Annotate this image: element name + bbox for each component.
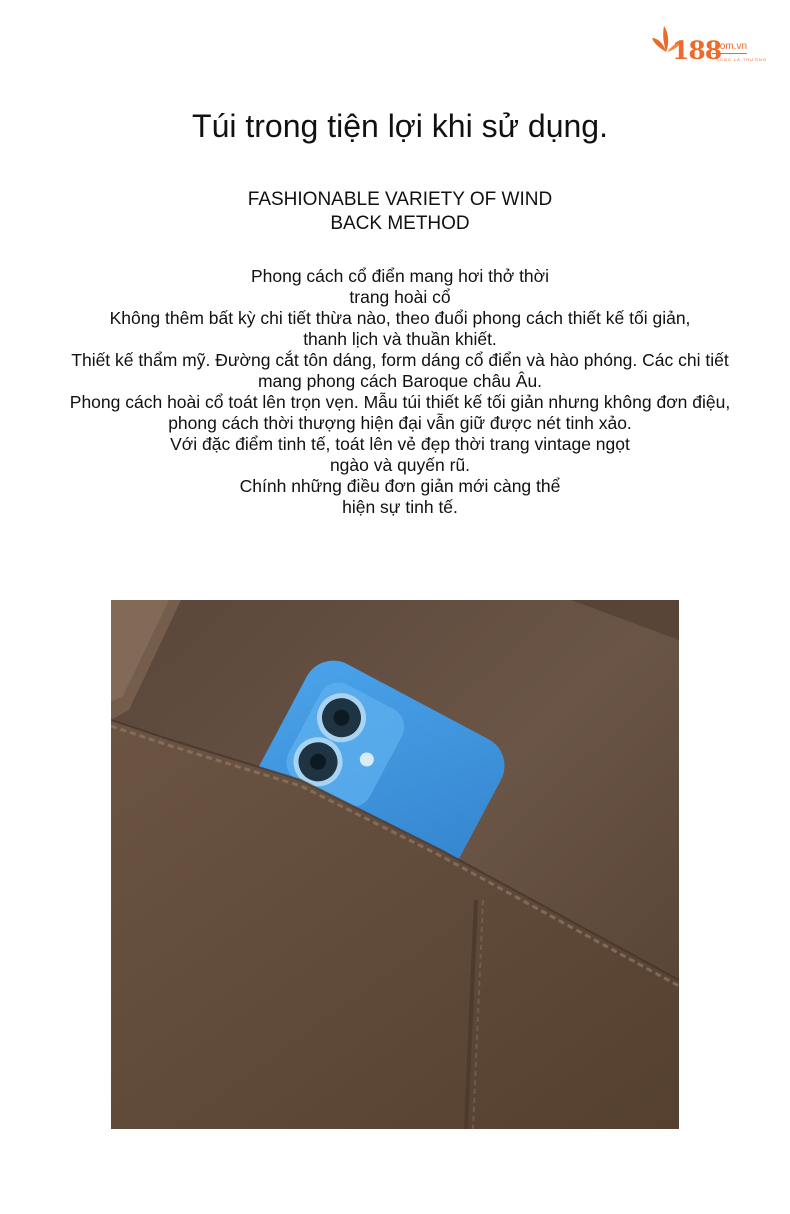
description-line: Phong cách cổ điển mang hơi thở thời [250,266,550,286]
subtitle-line: BACK METHOD [330,213,470,234]
brand-logo[interactable] [650,22,772,72]
logo-number: 188 [672,36,722,65]
product-photo [111,600,679,1129]
description-line: mang phong cách Baroque châu Âu. [257,371,543,391]
description-line: Chính những điều đơn giản mới càng thể [239,476,561,496]
description-line: trang hoài cổ [349,287,451,307]
logo-domain: .com.vn [712,41,748,52]
description-line: phong cách thời thượng hiện đại vẫn giữ được nét tinh xảo. [168,413,632,433]
description-line: Không thêm bất kỳ chi tiết thừa nào, theo đuổi phong cách thiết kế tối giản, [109,308,691,328]
logo-tagline: SỐNG LÀ THƯỞNG [716,57,767,62]
page-title: Túi trong tiện lợi khi sử dụng. [192,108,608,144]
description-line: thanh lịch và thuần khiết. [303,329,497,349]
subtitle [0,188,790,236]
description-line: ngào và quyến rũ. [329,455,471,475]
description-line: Phong cách hoài cổ toát lên trọn vẹn. Mẫu túi thiết kế tối giản nhưng không đơn điệu, [69,392,731,412]
description [0,266,790,518]
description-line: hiện sự tinh tế. [342,497,458,517]
subtitle-line: FASHIONABLE VARIETY OF WIND [247,189,553,210]
description-line: Thiết kế thẩm mỹ. Đường cắt tôn dáng, form dáng cổ điển và hào phóng. Các chi tiết [71,350,729,370]
description-line: Với đặc điểm tinh tế, toát lên vẻ đẹp thời trang vintage ngọt [170,434,630,454]
